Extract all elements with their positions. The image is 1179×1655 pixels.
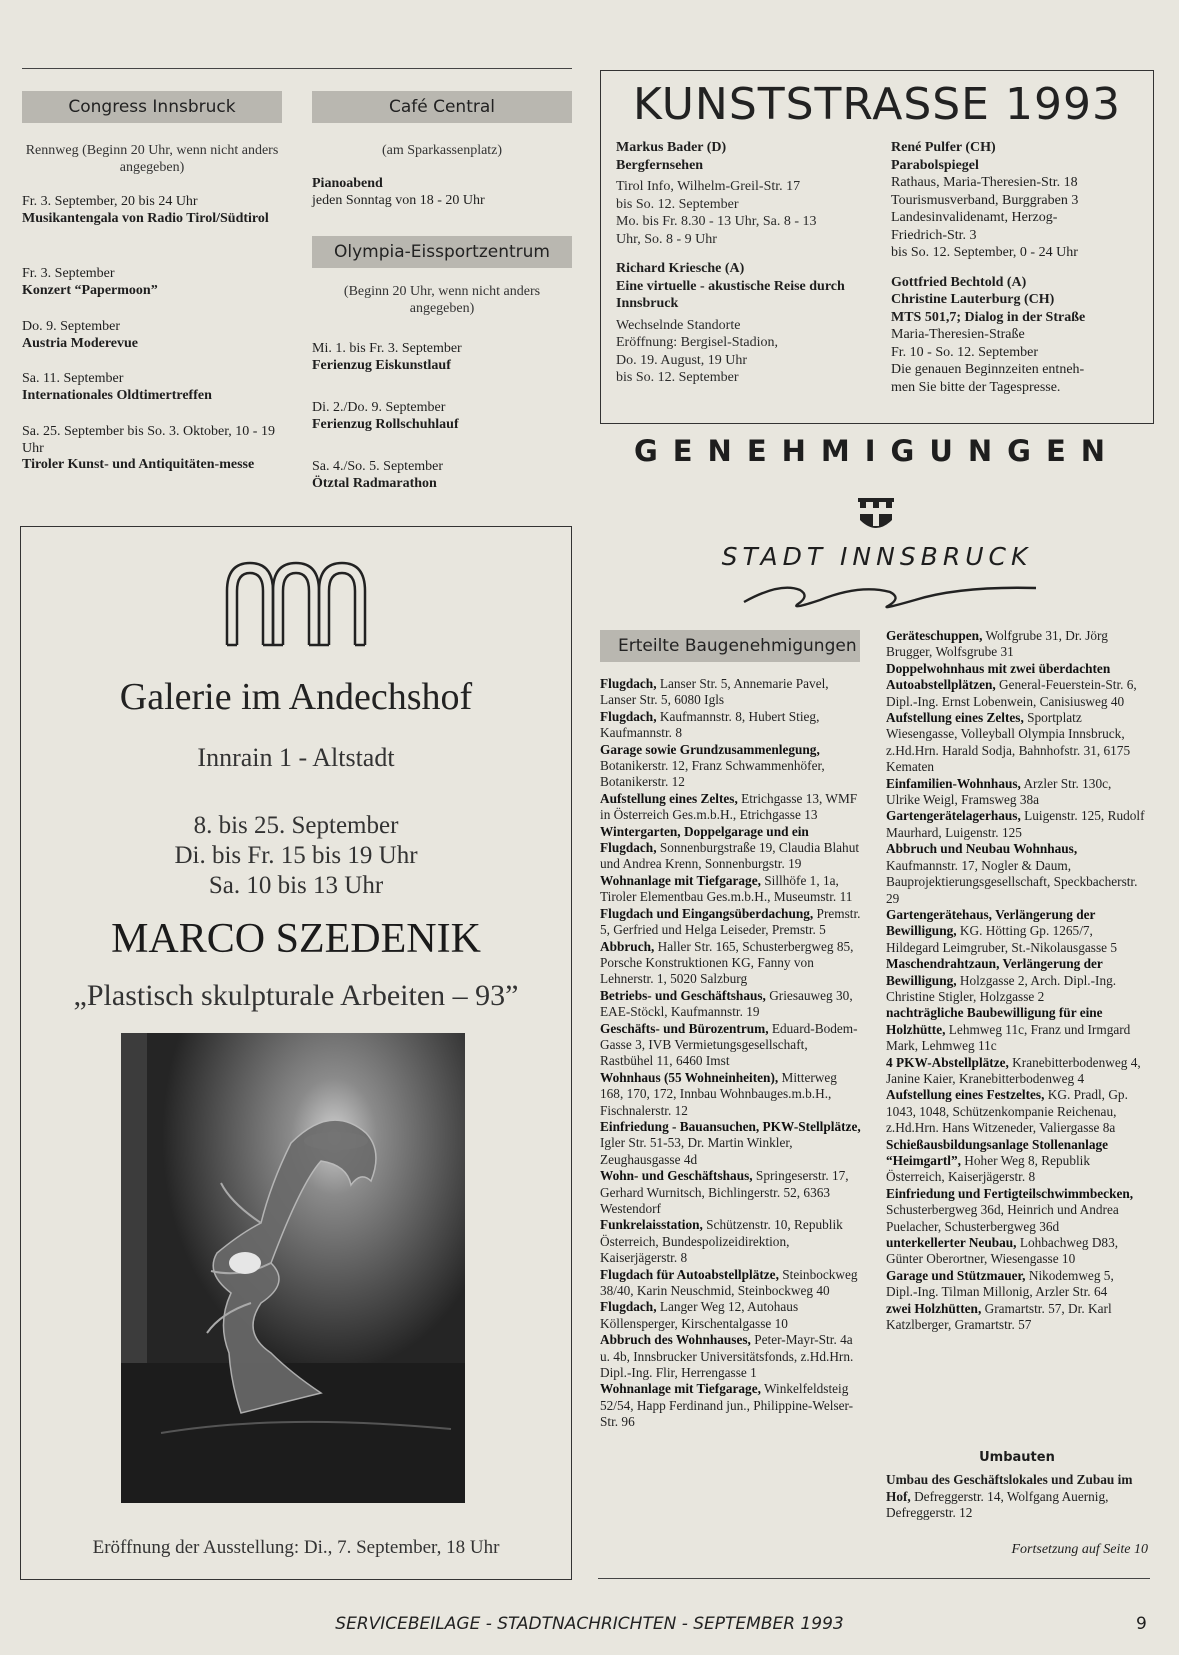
permit-details: Griesauweg 30, EAE-Stöckl, Kaufmannstr. 19 — [600, 987, 853, 1020]
kunststrasse-entry — [616, 260, 866, 387]
congress-event-1 — [22, 194, 282, 227]
permit-details: Kaufmannstr. 17, Nogler & Daum, Bauprojektierungsgesellschaft, Speckbacherstr. 29 — [886, 857, 1138, 906]
permit-entry — [600, 906, 862, 939]
permit-type: Maschendrahtzaun, Verlängerung der Bewilligung, — [886, 956, 1103, 988]
congress-event-2 — [22, 266, 282, 299]
congress-header: Congress Innsbruck — [22, 91, 282, 123]
entry-info — [616, 178, 866, 248]
permit-type: unterkellerter Neubau, — [886, 1235, 1017, 1251]
genehmigungen-title: GENEHMIGUNGEN — [633, 434, 1121, 468]
permit-entry — [600, 791, 862, 824]
event-title: Tiroler Kunst- und Antiquitäten-messe — [22, 457, 255, 472]
event-title: Ferienzug Rollschuhlauf — [312, 416, 459, 432]
permit-type: Flugdach, — [600, 676, 657, 691]
permit-entry — [600, 1070, 862, 1119]
info-line: Tirol Info, Wilhelm-Greil-Str. 17 — [616, 179, 801, 194]
info-line: Maria-Theresien-Straße — [891, 327, 1025, 342]
artist-name: René Pulfer (CH) — [891, 140, 996, 155]
cafe-note: (am Sparkassenplatz) — [381, 143, 503, 158]
permit-type: Einfriedung - Bauansuchen, PKW-Stellplätze, — [600, 1118, 861, 1134]
olympia-event-3 — [312, 459, 572, 492]
permit-details: Lohbachweg D83, Günter Oberortner, Wiesengasse 10 — [886, 1235, 1119, 1267]
permit-details: Defreggerstr. 14, Wolfgang Auernig, Defreggerstr. 12 — [886, 1488, 1109, 1521]
innsbruck-crest-icon — [856, 496, 896, 534]
permit-type: Wintergarten, Doppelgarage und ein Flugdach, — [600, 823, 809, 856]
info-line: Mo. bis Fr. 8.30 - 13 Uhr, Sa. 8 - 13 — [616, 214, 817, 229]
permit-type: Gartengerätehaus, Verlängerung der Bewilligung, — [886, 906, 1096, 939]
permit-type: Garage und Stützmauer, — [886, 1267, 1026, 1283]
permit-entry — [600, 1168, 862, 1217]
exhibition-opening: Eröffnung der Ausstellung: Di., 7. September, 18 Uhr — [92, 1537, 500, 1558]
event-title: Ötztal Radmarathon — [312, 475, 437, 491]
work-title: Bergfernsehen — [616, 157, 704, 173]
gallery-hours-saturday: Sa. 10 bis 13 Uhr — [208, 872, 384, 899]
permit-details: Arzler Str. 130c, Ulrike Weigl, Framsweg 38a — [886, 775, 1112, 808]
permit-entry — [600, 873, 862, 906]
cafe-header: Café Central — [312, 91, 572, 123]
permit-type: Aufstellung eines Zeltes, — [886, 710, 1024, 726]
permit-type: Garage sowie Grundzusammenlegung, — [600, 741, 820, 757]
permit-entry — [886, 1186, 1148, 1235]
permit-type: Wohnanlage mit Tiefgarage, — [600, 872, 761, 888]
info-line: bis So. 12. September — [616, 370, 739, 385]
work-title: MTS 501,7; Dialog in der Straße — [891, 309, 1086, 325]
event-date: Fr. 3. September — [22, 266, 115, 281]
permit-type: Wohnanlage mit Tiefgarage, — [600, 1381, 761, 1397]
permit-type: Abbruch des Wohnhauses, — [600, 1332, 751, 1348]
permit-entry — [886, 628, 1148, 661]
permit-details: Lanser Str. 5, Annemarie Pavel, Lanser Str. 5, 6080 Igls — [600, 676, 829, 708]
permit-details: Mitterweg 168, 170, 172, Innbau Wohnbauges.m.b.H., Fischnalerstr. 12 — [600, 1069, 837, 1118]
info-line: Fr. 10 - So. 12. September — [891, 344, 1038, 360]
artist-name: Gottfried Bechtold (A) — [891, 274, 1027, 290]
permit-type: Flugdach für Autoabstellplätze, — [600, 1266, 779, 1282]
permit-entry — [600, 1267, 862, 1300]
permit-entry — [886, 1055, 1148, 1088]
permit-details: Gramartstr. 57, Dr. Karl Katzlberger, Gramartstr. 57 — [886, 1300, 1112, 1333]
permit-entry — [886, 1137, 1148, 1186]
arches-logo-icon — [223, 557, 369, 647]
info-line: Do. 19. August, 19 Uhr — [616, 352, 748, 368]
congress-event-5 — [22, 424, 282, 474]
work-title: Eine virtuelle - akustische Reise durch Innsbruck — [616, 278, 845, 311]
permit-details: Sonnenburgstraße 19, Claudia Blahut und Andrea Krenn, Sonnenburgstr. 19 — [600, 840, 860, 872]
olympia-note: (Beginn 20 Uhr, wenn nicht anders angegeben) — [343, 284, 541, 316]
artist-name: Richard Kriesche (A) — [616, 261, 745, 276]
page-footer: SERVICEBEILAGE - STADTNACHRICHTEN - SEPTEMBER 1993 — [335, 1614, 844, 1634]
permit-details: General-Feuerstein-Str. 6, Dipl.-Ing. Ernst Lobenwein, Canisiusweg 40 — [886, 677, 1137, 709]
permit-entry — [886, 1087, 1148, 1136]
kunststrasse-right-column — [891, 139, 1141, 408]
permit-entry — [886, 841, 1148, 907]
permit-entry — [886, 1005, 1148, 1054]
kunststrasse-title: KUNSTSTRASSE 1993 — [633, 79, 1121, 130]
permit-entry — [600, 1299, 862, 1332]
umbauten-block — [886, 1450, 1148, 1522]
permit-type: Geschäfts- und Bürozentrum, — [600, 1020, 769, 1036]
info-line: bis So. 12. September — [616, 196, 739, 212]
sculpture-photo — [121, 1033, 465, 1503]
event-title: Konzert “Papermoon” — [22, 282, 158, 298]
permit-entry — [600, 742, 862, 791]
permit-details: Sillhöfe 1, 1a, Tiroler Elementbau Ges.m.b.H., Museumstr. 11 — [600, 872, 853, 905]
gallery-address: Innrain 1 - Altstadt — [197, 743, 395, 772]
top-rule-left — [22, 68, 572, 69]
event-date: jeden Sonntag von 18 - 20 Uhr — [312, 192, 485, 208]
permit-entry — [600, 939, 862, 988]
permit-type: Wohn- und Geschäftshaus, — [600, 1168, 753, 1184]
event-title: Pianoabend — [312, 176, 383, 191]
permit-entry — [600, 1332, 862, 1381]
permit-entry — [600, 1381, 862, 1430]
permit-details: Peter-Mayr-Str. 4a u. 4b, Innsbrucker Universitätsfonds, z.Hd.Hrn. Dipl.-Ing. Flir, Herrengasse 1 — [600, 1332, 854, 1381]
permit-type: Betriebs- und Geschäftshaus, — [600, 987, 766, 1003]
artist-name-2: Christine Lauterburg (CH) — [891, 292, 1055, 307]
olympia-event-2 — [312, 400, 572, 433]
umbauten-entry — [886, 1472, 1148, 1521]
stadt-innsbruck-logo: STADT INNSBRUCK — [721, 542, 1033, 571]
kunststrasse-entry — [616, 139, 866, 248]
permit-type: Aufstellung eines Zeltes, — [600, 790, 738, 806]
permits-column-2 — [886, 628, 1148, 1333]
olympia-event-1 — [312, 341, 572, 374]
event-date: Mi. 1. bis Fr. 3. September — [312, 341, 462, 356]
event-date: Sa. 25. September bis So. 3. Oktober, 10 - 19 Uhr — [22, 424, 275, 456]
cafe-event — [312, 176, 572, 209]
permit-details: Steinbockweg 38/40, Karin Neuschmid, Steinbockweg 40 — [600, 1266, 858, 1299]
permit-entry — [886, 956, 1148, 1005]
permit-type: Funkrelaisstation, — [600, 1217, 703, 1233]
kunststrasse-entry — [891, 274, 1141, 397]
kunststrasse-box — [600, 70, 1154, 424]
congress-event-3 — [22, 319, 282, 352]
umbauten-heading: Umbauten — [979, 1450, 1055, 1465]
info-line: men Sie bitte der Tagespresse. — [891, 379, 1061, 395]
permit-details: Holzgasse 2, Arch. Dipl.-Ing. Christine Stigler, Holzgasse 2 — [886, 972, 1117, 1004]
info-line: Friedrich-Str. 3 — [891, 227, 977, 243]
info-line: bis So. 12. September, 0 - 24 Uhr — [891, 245, 1078, 260]
permit-entry — [600, 1119, 862, 1168]
permit-details: Sportplatz Wiesengasse, Volleyball Olympia Innsbruck, z.Hd.Hrn. Harald Sodja, Bahnhofstr. 31, 6175 Kematen — [886, 710, 1131, 775]
gallery-dates: 8. bis 25. September — [193, 812, 399, 839]
info-line: Rathaus, Maria-Theresien-Str. 18 — [891, 175, 1078, 190]
entry-info — [616, 317, 866, 387]
permit-type: 4 PKW-Abstellplätze, — [886, 1054, 1009, 1070]
permit-details: Kaufmannstr. 8, Hubert Stieg, Kaufmannstr. 8 — [600, 708, 820, 741]
olympia-header: Olympia-Eissportzentrum — [312, 236, 572, 268]
permit-entry — [886, 661, 1148, 710]
event-date: Fr. 3. September, 20 bis 24 Uhr — [22, 194, 198, 209]
bottom-rule-right — [598, 1578, 1150, 1579]
permit-details: Botanikerstr. 12, Franz Schwammenhöfer, Botanikerstr. 12 — [600, 758, 825, 790]
event-date: Sa. 11. September — [22, 371, 124, 386]
permit-type: zwei Holzhütten, — [886, 1300, 982, 1316]
kunststrasse-left-column — [616, 139, 866, 399]
permit-details: Schusterbergweg 36d, Heinrich und Andrea Puelacher, Schusterbergweg 36d — [886, 1202, 1119, 1234]
permit-details: Premstr. 5, Gerfried und Helga Leiseder, Premstr. 5 — [600, 905, 861, 938]
permit-details: Hoher Weg 8, Republik Österreich, Kaiserjägerstr. 8 — [886, 1153, 1091, 1185]
info-line: Tourismusverband, Burggraben 3 — [891, 192, 1079, 208]
kunststrasse-entry — [891, 139, 1141, 262]
permit-details: Igler Str. 51-53, Dr. Martin Winkler, Zeughausgasse 4d — [600, 1135, 793, 1167]
permit-type: Flugdach, — [600, 708, 657, 724]
event-title: Musikantengala von Radio Tirol/Südtirol — [22, 210, 269, 226]
permit-details: Springeserstr. 17, Gerhard Wurnitsch, Bichlingerstr. 52, 6363 Westendorf — [600, 1168, 849, 1216]
permit-type: Gartengerätelagerhaus, — [886, 808, 1021, 824]
sculpture-image-icon — [121, 1033, 465, 1503]
congress-note: Rennweg (Beginn 20 Uhr, wenn nicht anders angegeben) — [25, 143, 279, 175]
permit-type: Abbruch und Neubau Wohnhaus, — [886, 841, 1078, 857]
permit-type: Einfamilien-Wohnhaus, — [886, 775, 1021, 791]
permit-type: Flugdach, — [600, 1299, 657, 1315]
info-line: Eröffnung: Bergisel-Stadion, — [616, 335, 779, 350]
permit-entry — [600, 676, 862, 709]
event-title: Austria Moderevue — [22, 335, 138, 351]
continued-note: Fortsetzung auf Seite 10 — [1011, 1542, 1148, 1557]
permit-entry — [886, 907, 1148, 956]
permit-entry — [600, 1021, 862, 1070]
info-line: Die genauen Beginnzeiten entneh- — [891, 362, 1085, 377]
permit-details: KG. Hötting Gp. 1265/7, Hildegard Leimgruber, St.-Nikolausgasse 5 — [886, 923, 1118, 955]
permit-type: Doppelwohnhaus mit zwei überdachten Autoabstellplätzen, — [886, 660, 1111, 693]
permit-type: nachträgliche Baubewilligung für eine Holzhütte, — [886, 1005, 1103, 1037]
permit-details: KG. Pradl, Gp. 1043, 1048, Schützenkompanie Reichenau, z.Hd.Hrn. Hans Witzeneder, Valiergasse 8a — [886, 1087, 1128, 1136]
permit-entry — [600, 1217, 862, 1266]
galerie-ad-box — [20, 526, 572, 1580]
artist-name: Markus Bader (D) — [616, 140, 727, 155]
artist-name: MARCO SZEDENIK — [111, 916, 481, 962]
permit-entry — [886, 776, 1148, 809]
permit-details: Etrichgasse 13, WMF in Österreich Ges.m.b.H., Etrichgasse 13 — [600, 790, 858, 823]
event-date: Do. 9. September — [22, 319, 120, 334]
permit-entry — [886, 1235, 1148, 1268]
permit-details: Luigenstr. 125, Rudolf Maurhard, Luigenstr. 125 — [886, 808, 1145, 840]
permit-details: Wolfgrube 31, Dr. Jörg Brugger, Wolfsgrube 31 — [886, 628, 1108, 660]
permit-details: Langer Weg 12, Autohaus Köllensperger, Kirschentalgasse 10 — [600, 1299, 799, 1331]
permit-details: Eduard-Bodem-Gasse 3, IVB Vermietungsgesellschaft, Rastbühel 11, 6460 Imst — [600, 1020, 858, 1069]
permit-entry — [886, 808, 1148, 841]
work-title: Parabolspiegel — [891, 157, 979, 173]
event-date: Di. 2./Do. 9. September — [312, 400, 446, 415]
permit-type: Aufstellung eines Festzeltes, — [886, 1087, 1045, 1103]
permit-details: Kranebitterbodenweg 4, Janine Kaier, Kranebitterbodenweg 4 — [886, 1054, 1141, 1086]
permit-entry — [886, 710, 1148, 776]
permit-type: Wohnhaus (55 Wohneinheiten), — [600, 1069, 779, 1085]
gallery-hours-weekday: Di. bis Fr. 15 bis 19 Uhr — [174, 842, 418, 869]
page-number: 9 — [1136, 1614, 1147, 1634]
permit-type: Umbau des Geschäftslokales und Zubau im Hof, — [886, 1472, 1133, 1504]
event-date: Sa. 4./So. 5. September — [312, 459, 444, 474]
permit-type: Abbruch, — [600, 938, 655, 954]
permit-type: Einfriedung und Fertigteilschwimmbecken, — [886, 1185, 1134, 1201]
permit-entry — [600, 988, 862, 1021]
permit-type: Flugdach und Eingangsüberdachung, — [600, 905, 814, 921]
permit-entry — [600, 709, 862, 742]
permit-details: Haller Str. 165, Schusterbergweg 85, Porsche Konstruktionen KG, Fanny von Lehnerstr. 1, 5020 Salzburg — [600, 938, 854, 987]
permits-header: Erteilte Baugenehmigungen — [600, 630, 860, 662]
gallery-name: Galerie im Andechshof — [119, 676, 473, 718]
permit-entry — [600, 824, 862, 873]
permit-entry — [886, 1301, 1148, 1334]
event-title: Internationales Oldtimertreffen — [22, 387, 212, 403]
congress-event-4 — [22, 371, 282, 404]
permit-details: Winkelfeldsteig 52/54, Happ Ferdinand jun., Philippine-Welser-Str. 96 — [600, 1381, 854, 1430]
permits-column-1 — [600, 676, 862, 1431]
permit-entry — [886, 1268, 1148, 1301]
exhibition-title: „Plastisch skulpturale Arbeiten – 93” — [73, 979, 519, 1012]
permit-details: Lehmweg 11c, Franz und Irmgard Mark, Lehmweg 11c — [886, 1021, 1131, 1054]
event-title: Ferienzug Eiskunstlauf — [312, 357, 451, 373]
permit-type: Geräteschuppen, — [886, 628, 983, 643]
permit-details: Schützenstr. 10, Republik Österreich, Bundespolizeidirektion, Kaiserjägerstr. 8 — [600, 1217, 843, 1266]
permit-type: Schießausbildungsanlage Stollenanlage “Heimgartl”, — [886, 1136, 1109, 1168]
info-line: Wechselnde Standorte — [616, 317, 741, 333]
info-line: Landesinvalidenamt, Herzog- — [891, 210, 1058, 225]
info-line: Uhr, So. 8 - 9 Uhr — [616, 231, 717, 247]
logo-swoosh-icon — [740, 578, 1040, 612]
permit-details: Nikodemweg 5, Dipl.-Ing. Tilman Millonig, Arzler Str. 64 — [886, 1267, 1114, 1300]
